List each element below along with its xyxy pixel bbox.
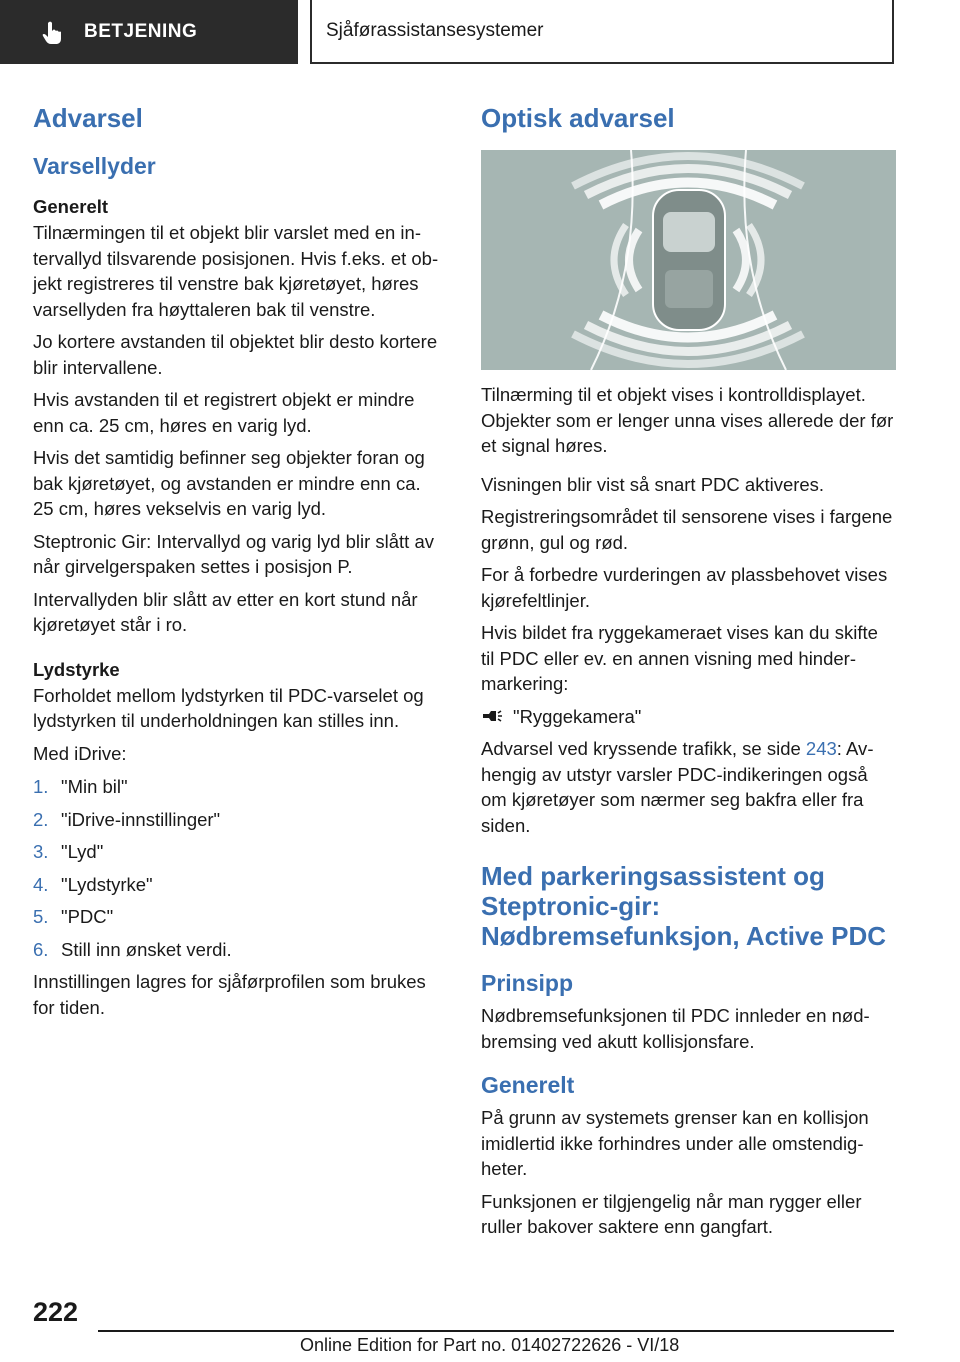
paragraph: Visningen blir vist så snart PDC aktiveres.	[481, 473, 825, 495]
heading-generelt-right: Generelt	[481, 1072, 575, 1098]
heading-active-pdc: Med parkeringsassistent og Steptronic-gir: Nødbremsefunksjon, Active PDC	[481, 861, 887, 951]
pdc-display-illustration	[481, 150, 896, 370]
paragraph: For å forbedre vurderingen av plassbehovet vises kjørefeltlinjer.	[481, 564, 888, 611]
list-item: 3. "Lyd"	[33, 841, 104, 862]
heading-varsellyder: Varsellyder	[33, 153, 156, 179]
hand-pointer-icon	[40, 19, 66, 45]
rear-camera-icon	[481, 706, 505, 726]
paragraph: Advarsel ved kryssende trafikk, se side 243: Avhengig av utstyr varsler PDC-indikeringen også om kjøretøyer som nærmer seg bakfra eller fra siden.	[481, 738, 874, 836]
paragraph: Intervallyden blir slått av etter en kort stund når kjøretøyet står i ro.	[33, 588, 418, 635]
heading-prinsipp: Prinsipp	[481, 970, 574, 996]
paragraph: Hvis avstanden til et registrert objekt er mindre enn ca. 25 cm, høres en varig lyd.	[33, 389, 415, 436]
paragraph: Hvis det samtidig befinner seg objekter foran og bak kjøretøyet, og avstanden er mindre enn ca. 25 cm, høres vekselvis en varig lyd.	[33, 447, 425, 519]
list-item: 4. "Lydstyrke"	[33, 873, 153, 895]
paragraph: Forholdet mellom lydstyrken til PDC-varselet og lydstyrken til underholdningen kan stilles inn.	[33, 684, 424, 731]
paragraph: Innstillingen lagres for sjåførprofilen som brukes for tiden.	[33, 971, 426, 1018]
footer-divider	[98, 1330, 894, 1332]
list-item: 1. "Min bil"	[33, 776, 128, 797]
paragraph: Hvis bildet fra ryggekameraet vises kan du skifte til PDC eller ev. en annen visning med hindermarkering:	[481, 622, 878, 694]
header-section-tab	[0, 0, 298, 64]
footer-edition: Online Edition for Part no. 01402722626 - VI/18	[300, 1335, 680, 1355]
paragraph: Nødbremsefunksjonen til PDC innleder en nødbremsing ved akutt kollisjonsfare.	[481, 1005, 870, 1052]
paragraph: Tilnærming til et objekt vises i kontrolldisplayet. Objekter som er lenger unna vises allerede der før et signal høres.	[481, 384, 894, 456]
paragraph: Tilnærmingen til et objekt blir varslet med en intervallyd tilsvarende posisjonen. Hvis f.eks. et objekt registreres til venstre bak kjøretøyet, høres varsellyden fra høyttaleren bak til venstre.	[33, 222, 439, 320]
page-number: 222	[33, 1297, 79, 1327]
paragraph: Registreringsområdet til sensorene vises i fargene grønn, gul og rød.	[481, 506, 893, 553]
menu-item-rear-camera: "Ryggekamera"	[481, 704, 896, 730]
left-column	[33, 100, 445, 1027]
list-item: 2. "iDrive-innstillinger"	[33, 808, 221, 830]
heading-lydstyrke: Lydstyrke	[33, 658, 120, 680]
right-column	[481, 100, 896, 1247]
paragraph: Funksjonen er tilgjengelig når man rygger eller ruller bakover saktere enn gangfart.	[481, 1190, 862, 1237]
chapter-title: Sjåførassistansesystemer	[326, 20, 544, 41]
paragraph: Med iDrive:	[33, 742, 127, 764]
paragraph: På grunn av systemets grenser kan en kollisjon imidlertid ikke forhindres under alle omstendigheter.	[481, 1107, 869, 1179]
header-chapter	[310, 0, 894, 64]
list-item: 6. Still inn ønsket verdi.	[33, 938, 232, 960]
list-item: 5. "PDC"	[33, 906, 114, 927]
page-link-243[interactable]: 243	[805, 738, 837, 759]
heading-optisk-advarsel: Optisk advarsel	[481, 103, 675, 133]
paragraph: Jo kortere avstanden til objektet blir desto kortere blir intervallene.	[33, 331, 438, 378]
heading-generelt: Generelt	[33, 196, 109, 217]
paragraph: Steptronic Gir: Intervallyd og varig lyd blir slått av når girvelgerspaken settes i posisjon P.	[33, 530, 434, 577]
section-label: BETJENING	[84, 21, 198, 42]
heading-advarsel: Advarsel	[33, 103, 143, 133]
steps-list	[33, 774, 445, 962]
